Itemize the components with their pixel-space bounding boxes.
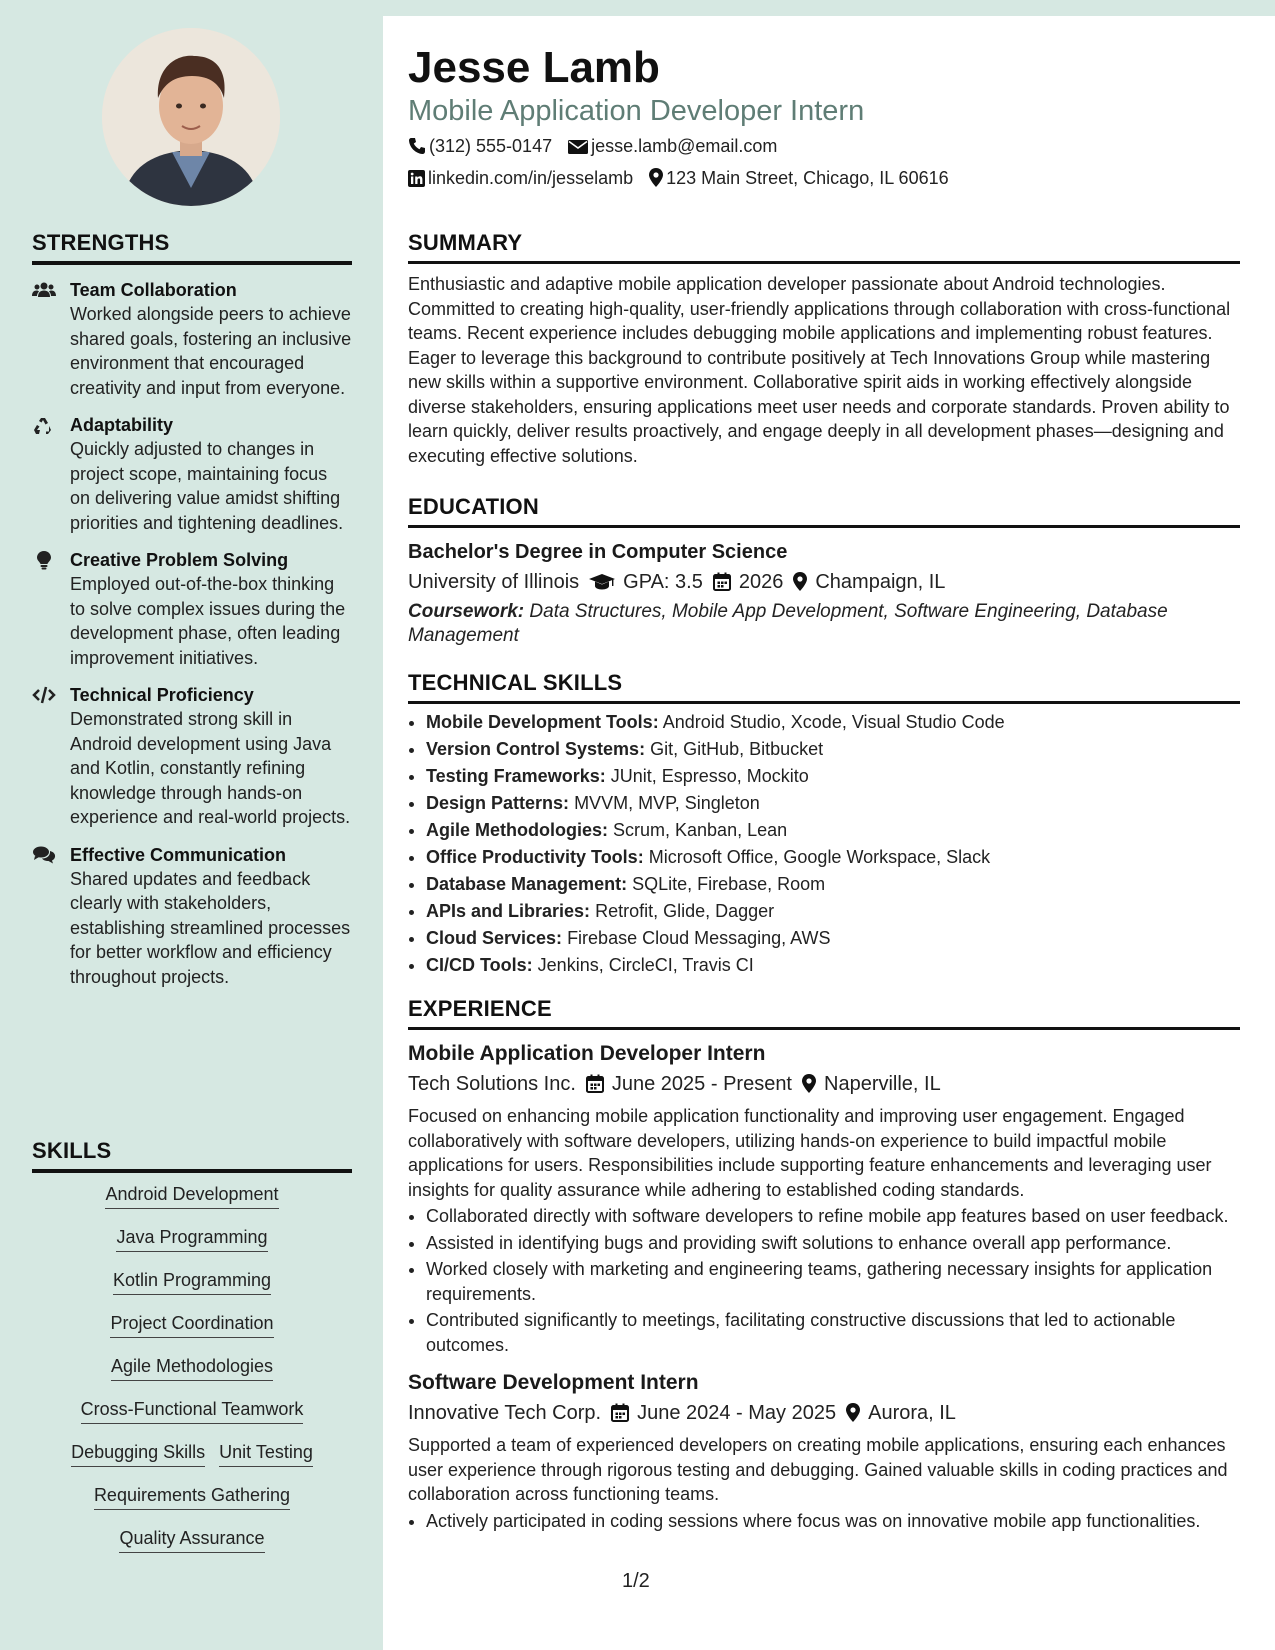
- recycle-icon: [32, 415, 56, 435]
- strength-item: [32, 413, 352, 535]
- job-description: Supported a team of experienced developers on creating mobile applications, ensuring each enhances user experience through rigorous testing and debugging. Gained valuable skills in coding practices and collaboration across functioning teams.: [408, 1435, 1228, 1504]
- job-title: Mobile Application Developer Intern: [408, 1042, 766, 1065]
- sidebar: [0, 0, 383, 1650]
- strength-desc: Quickly adjusted to changes in project scope, maintaining focus on delivering value amidst shifting priorities and tightening deadlines.: [70, 439, 344, 533]
- degree-title: Bachelor's Degree in Computer Science: [408, 541, 788, 563]
- address-text: 123 Main Street, Chicago, IL 60616: [666, 168, 949, 188]
- job-meta: [408, 1070, 1240, 1098]
- tech-skill-item: • CI/CD Tools: Jenkins, CircleCI, Travis CI: [426, 953, 1240, 978]
- tech-skill-item: • Design Patterns: MVVM, MVP, Singleton: [426, 791, 1240, 816]
- company-name: Tech Solutions Inc.: [408, 1073, 576, 1095]
- strength-item: [32, 843, 352, 990]
- strengths-section: [32, 230, 352, 989]
- skill-tag: Java Programming: [116, 1226, 267, 1252]
- job-bullets: [408, 1204, 1240, 1357]
- school-location: Champaign, IL: [815, 571, 946, 593]
- tech-skill-item: • Version Control Systems: Git, GitHub, Bitbucket: [426, 737, 1240, 762]
- team-icon: [32, 280, 56, 300]
- page-number: 1/2: [622, 1570, 650, 1592]
- strengths-heading: STRENGTHS: [32, 230, 352, 265]
- skill-tag: Requirements Gathering: [94, 1484, 290, 1510]
- calendar-icon: [611, 1403, 629, 1422]
- skills-section: [32, 1138, 352, 1570]
- skill-tag: Unit Testing: [219, 1441, 313, 1467]
- job-title: Software Development Intern: [408, 1371, 699, 1394]
- linkedin-text: linkedin.com/in/jesselamb: [428, 168, 634, 188]
- code-icon: [32, 685, 56, 705]
- skill-tag: Debugging Skills: [71, 1441, 205, 1467]
- location-pin-icon: [846, 1403, 860, 1422]
- location-pin-icon: [802, 1074, 816, 1093]
- skill-tag: Android Development: [105, 1183, 278, 1209]
- email-text: jesse.lamb@email.com: [591, 136, 778, 156]
- school-name: University of Illinois: [408, 571, 580, 593]
- skill-tag: Kotlin Programming: [113, 1269, 271, 1295]
- candidate-name: Jesse Lamb: [408, 43, 660, 92]
- technical-skills-heading: TECHNICAL SKILLS: [408, 670, 1240, 704]
- strength-desc: Employed out-of-the-box thinking to solve complex issues during the development phase, often leading improvement initiatives.: [70, 574, 346, 668]
- profile-photo: [102, 28, 280, 206]
- graduation-cap-icon: [589, 573, 615, 591]
- summary-section: [408, 230, 1240, 468]
- linkedin-icon: [408, 170, 425, 187]
- skills-list: [32, 1173, 352, 1570]
- job-bullet: • Actively participated in coding sessions where focus was on innovative mobile app functionalities.: [426, 1509, 1240, 1534]
- coursework-text: Data Structures, Mobile App Development, Software Engineering, Database Management: [408, 601, 1168, 646]
- grad-year: 2026: [738, 571, 784, 593]
- skill-tag: Quality Assurance: [119, 1527, 264, 1553]
- summary-heading: SUMMARY: [408, 230, 1240, 264]
- job-bullet: • Contributed significantly to meetings, facilitating constructive discussions that led to actionable outcomes.: [426, 1308, 1240, 1357]
- coursework: [408, 600, 1240, 648]
- candidate-role: Mobile Application Developer Intern: [408, 95, 865, 127]
- technical-skills-list: [408, 710, 1240, 978]
- skill-tag: Agile Methodologies: [111, 1355, 273, 1381]
- skills-heading: SKILLS: [32, 1138, 352, 1173]
- education-heading: EDUCATION: [408, 494, 1240, 528]
- company-name: Innovative Tech Corp.: [408, 1402, 602, 1424]
- strength-item: [32, 683, 352, 830]
- technical-skills-section: [408, 670, 1240, 980]
- tech-skill-item: • Office Productivity Tools: Microsoft Office, Google Workspace, Slack: [426, 845, 1240, 870]
- strength-desc: Shared updates and feedback clearly with stakeholders, establishing streamlined processes for better workflow and efficiency throughout projects.: [70, 868, 351, 987]
- lightbulb-icon: [32, 550, 56, 570]
- contact-row-2: [408, 166, 949, 190]
- calendar-icon: [713, 572, 731, 591]
- strength-title: Effective Communication: [70, 844, 287, 865]
- job-location: Aurora, IL: [868, 1402, 956, 1424]
- phone-icon: [408, 137, 426, 155]
- job-location: Naperville, IL: [824, 1073, 941, 1095]
- job-dates: June 2025 - Present: [611, 1073, 792, 1095]
- gpa-text: GPA: 3.5: [623, 571, 703, 593]
- tech-skill-item: • Database Management: SQLite, Firebase, Room: [426, 872, 1240, 897]
- tech-skill-item: • Cloud Services: Firebase Cloud Messaging, AWS: [426, 926, 1240, 951]
- phone-text: (312) 555-0147: [429, 136, 553, 156]
- job-meta: [408, 1399, 1240, 1427]
- strength-desc: Demonstrated strong skill in Android development using Java and Kotlin, constantly refining knowledge through hands-on experience and real-world projects.: [70, 709, 351, 827]
- job-bullet: • Worked closely with marketing and engineering teams, gathering necessary insights for application requirements.: [426, 1257, 1240, 1306]
- experience-section: [408, 996, 1240, 1535]
- experience-heading: EXPERIENCE: [408, 996, 1240, 1030]
- contact-row-1: [408, 134, 777, 158]
- avatar-portrait: [102, 28, 280, 206]
- tech-skill-item: • APIs and Libraries: Retrofit, Glide, Dagger: [426, 899, 1240, 924]
- skill-tag: Project Coordination: [110, 1312, 273, 1338]
- tech-skill-item: • Testing Frameworks: JUnit, Espresso, Mockito: [426, 764, 1240, 789]
- location-pin-icon: [793, 572, 807, 591]
- job-bullets: [408, 1509, 1240, 1534]
- skill-tag: Cross-Functional Teamwork: [81, 1398, 304, 1424]
- coursework-label: Coursework:: [408, 601, 525, 622]
- calendar-icon: [586, 1074, 604, 1093]
- strength-title: Adaptability: [70, 415, 174, 435]
- job-dates: June 2024 - May 2025: [637, 1402, 837, 1424]
- education-section: [408, 494, 1240, 648]
- strength-title: Technical Proficiency: [70, 685, 254, 705]
- strength-title: Team Collaboration: [70, 280, 237, 300]
- email-icon: [568, 139, 588, 155]
- job-description: Focused on enhancing mobile application functionality and improving user engagement. Engaged collaboratively with software developers, utilizing hands-on experience to build impactful mobile applications for users. Responsibilities include supporting feature enhancements and leveraging user insights for quality assurance while adhering to established coding standards.: [408, 1106, 1212, 1200]
- strength-desc: Worked alongside peers to achieve shared goals, fostering an inclusive environment that encouraged creativity and input from everyone.: [70, 304, 352, 398]
- strength-title: Creative Problem Solving: [70, 550, 289, 570]
- tech-skill-item: • Mobile Development Tools: Android Studio, Xcode, Visual Studio Code: [426, 710, 1240, 735]
- tech-skill-item: • Agile Methodologies: Scrum, Kanban, Lean: [426, 818, 1240, 843]
- education-meta: [408, 568, 1240, 596]
- job-bullet: • Assisted in identifying bugs and providing swift solutions to enhance overall app performance.: [426, 1231, 1240, 1256]
- strength-item: [32, 548, 352, 670]
- strength-item: [32, 278, 352, 400]
- comments-icon: [32, 845, 56, 865]
- summary-text: Enthusiastic and adaptive mobile application developer passionate about Android technologies. Committed to creating high-quality, user-friendly applications through collaboration with cross-functional teams. Recent experience includes debugging mobile applications and implementing robust features. Eager to leverage this background to contribute positively at Tech Innovations Group while mastering new skills within a supportive environment. Collaborative spirit aids in working effectively alongside diverse stakeholders, ensuring applications meet user needs and corporate standards. Proven ability to learn quickly, deliver results proactively, and engage deeply in all development phases—designing and executing effective solutions.: [408, 274, 1231, 466]
- job-bullet: • Collaborated directly with software developers to refine mobile app features based on user feedback.: [426, 1204, 1240, 1229]
- location-pin-icon: [649, 168, 663, 187]
